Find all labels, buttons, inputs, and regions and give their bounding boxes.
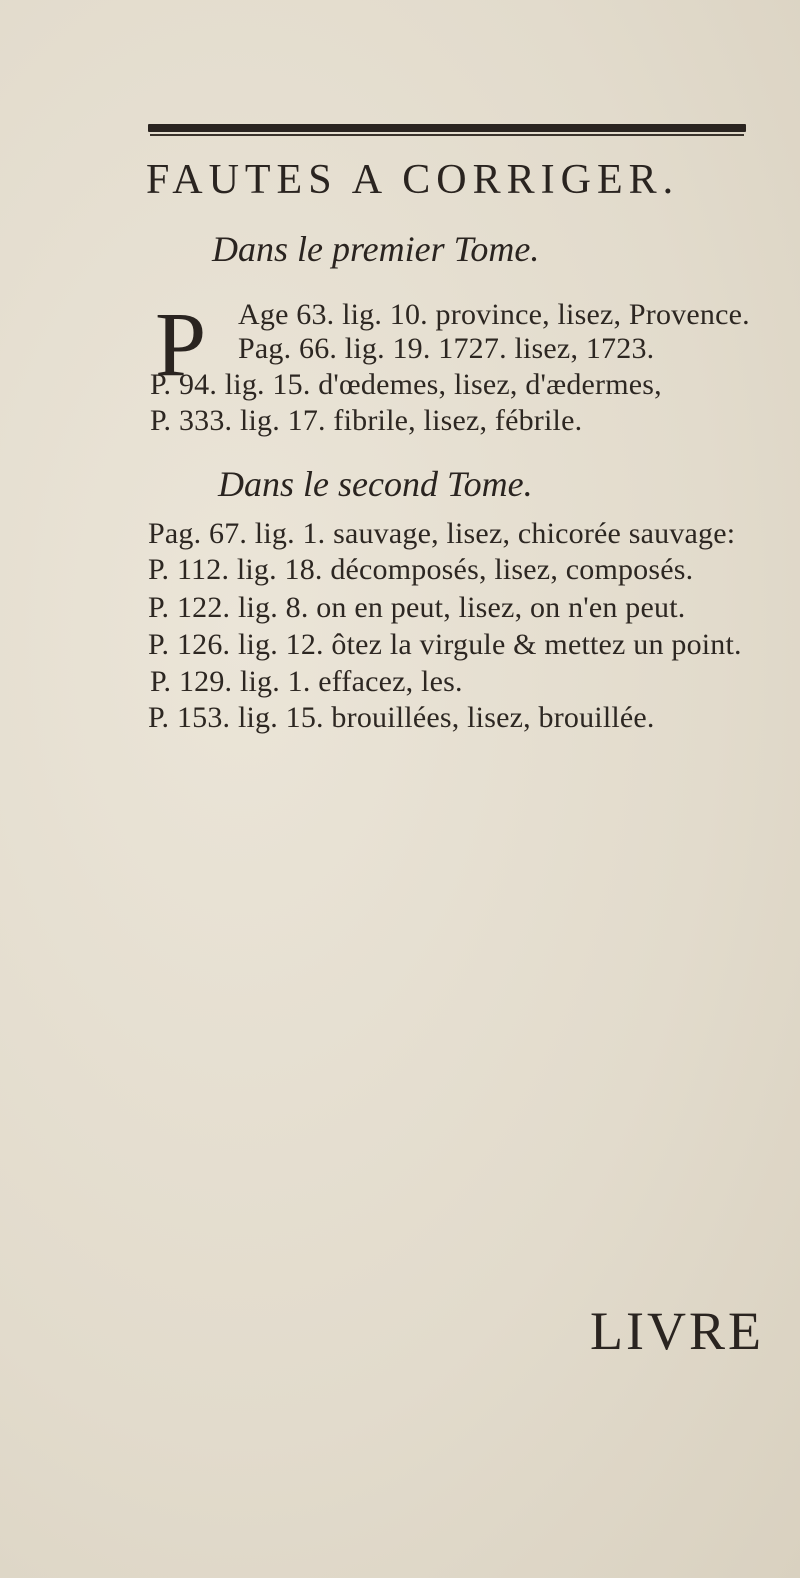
erratum-line: Pag. 66. lig. 19. 1727. lisez, 1723. — [238, 332, 655, 365]
erratum-line: P. 126. lig. 12. ôtez la virgule & mettez un point. — [148, 628, 742, 661]
erratum-line: Age 63. lig. 10. province, lisez, Provence. — [238, 298, 750, 331]
erratum-line: P. 122. lig. 8. on en peut, lisez, on n'en peut. — [148, 591, 686, 624]
page-title: FAUTES A CORRIGER. — [146, 157, 680, 203]
erratum-line: P. 94. lig. 15. d'œdemes, lisez, d'ædermes, — [150, 368, 662, 401]
section-heading-tome-2: Dans le second Tome. — [218, 464, 533, 504]
erratum-line: P. 333. lig. 17. fibrile, lisez, fébrile. — [150, 404, 583, 437]
header-rule-thin — [150, 134, 744, 136]
section-heading-tome-1: Dans le premier Tome. — [212, 229, 540, 269]
erratum-line: P. 153. lig. 15. brouillées, lisez, brouillée. — [148, 701, 655, 734]
erratum-line: P. 112. lig. 18. décomposés, lisez, composés. — [148, 553, 694, 586]
catchword: LIVRE — [590, 1301, 764, 1361]
header-rule — [148, 124, 746, 132]
drop-cap: P — [155, 293, 207, 395]
erratum-line: P. 129. lig. 1. effacez, les. — [150, 665, 463, 698]
erratum-line: Pag. 67. lig. 1. sauvage, lisez, chicorée sauvage: — [148, 517, 736, 550]
